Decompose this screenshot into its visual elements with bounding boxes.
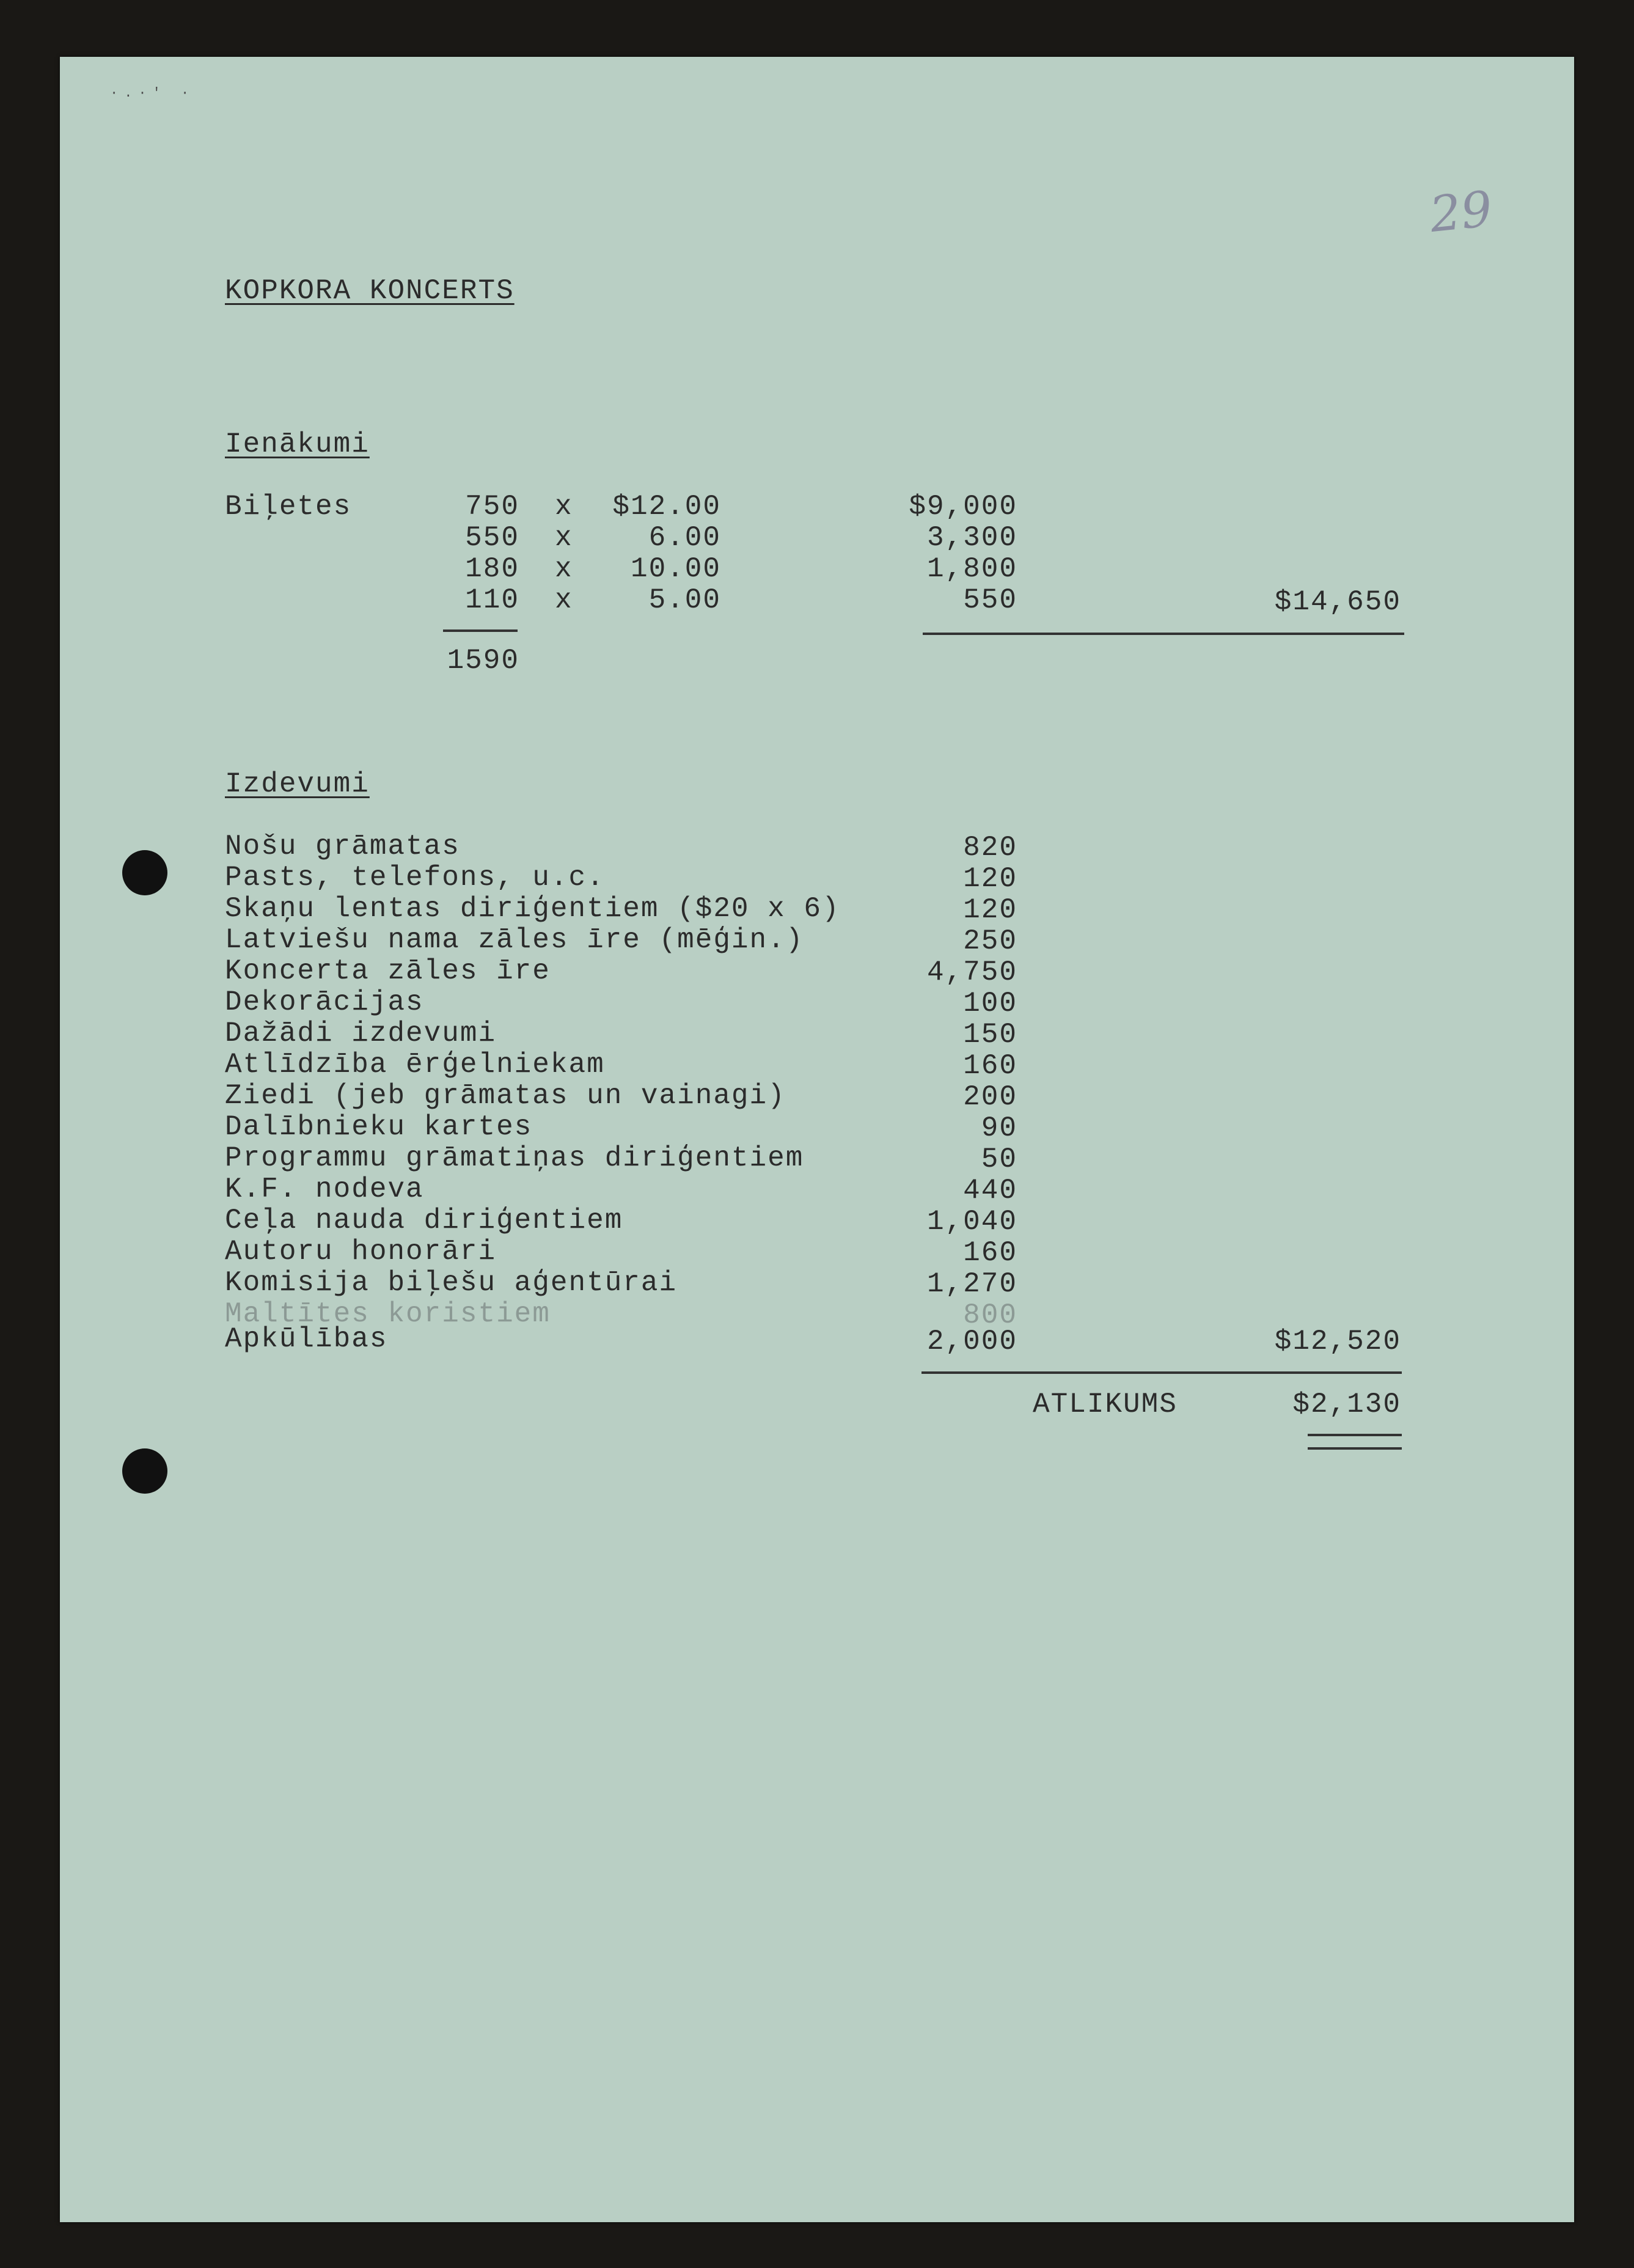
expense-amount: 120: [963, 894, 1017, 926]
expense-amount: 800: [963, 1299, 1017, 1331]
expense-amount: 160: [963, 1050, 1017, 1082]
expense-label: Dekorācijas: [225, 986, 424, 1018]
income-price: 10.00: [630, 553, 721, 585]
expense-label: Ceļa nauda diriģentiem: [225, 1205, 623, 1236]
balance-label: ATLIKUMS: [1033, 1389, 1178, 1420]
expense-label: Programmu grāmatiņas diriģentiem: [225, 1142, 804, 1174]
expense-label: Dalībnieku kartes: [225, 1111, 533, 1143]
income-total: $14,650: [1274, 586, 1401, 618]
expenses-heading: Izdevumi: [225, 768, 370, 800]
page-number: 29: [1427, 180, 1495, 244]
tickets-label: Biļetes: [225, 491, 352, 523]
expense-amount: 100: [963, 988, 1017, 1019]
ink-specks: ·.·' ·: [110, 86, 196, 101]
income-qty: 110: [465, 584, 519, 616]
punch-hole: [122, 1448, 167, 1494]
expense-amount: 1,040: [926, 1206, 1017, 1238]
income-x: x: [555, 491, 573, 523]
income-total-rule: [923, 633, 1404, 635]
expense-amount: 4,750: [926, 956, 1017, 988]
punch-hole: [122, 850, 167, 895]
income-x: x: [555, 522, 573, 554]
income-amount: $9,000: [909, 491, 1017, 523]
expense-amount: 160: [963, 1237, 1017, 1269]
expense-label: Ziedi (jeb grāmatas un vainagi): [225, 1080, 786, 1112]
expense-label: Komisija biļešu aģentūrai: [225, 1267, 678, 1299]
expense-label: Skaņu lentas diriģentiem ($20 x 6): [225, 893, 840, 925]
income-qty: 180: [465, 553, 519, 585]
balance-double-rule-bottom: [1308, 1447, 1402, 1450]
expense-label: Nošu grāmatas: [225, 831, 460, 862]
expense-label: Dažādi izdevumi: [225, 1018, 497, 1049]
income-x: x: [555, 553, 573, 585]
balance-double-rule-top: [1308, 1434, 1402, 1436]
income-price: 5.00: [648, 584, 721, 616]
expense-amount: 820: [963, 832, 1017, 864]
expense-amount: 200: [963, 1081, 1017, 1113]
income-price: $12.00: [612, 491, 721, 523]
expense-label: Koncerta zāles īre: [225, 955, 551, 987]
expense-amount: 2,000: [926, 1326, 1017, 1357]
income-amount: 1,800: [926, 553, 1017, 585]
expense-label: Autoru honorāri: [225, 1236, 497, 1268]
expense-label: Latviešu nama zāles īre (mēģin.): [225, 924, 804, 956]
qty-total-rule: [443, 629, 518, 632]
expense-amount: 90: [981, 1112, 1017, 1144]
expense-amount: 440: [963, 1175, 1017, 1206]
expenses-total: $12,520: [1274, 1326, 1401, 1357]
income-heading: Ienākumi: [225, 428, 370, 460]
income-price: 6.00: [648, 522, 721, 554]
expenses-total-rule: [921, 1371, 1402, 1374]
expense-label: Pasts, telefons, u.c.: [225, 862, 605, 894]
income-qty: 750: [465, 491, 519, 523]
expense-amount: 150: [963, 1019, 1017, 1051]
qty-total: 1590: [447, 645, 519, 677]
expense-amount: 250: [963, 925, 1017, 957]
expense-label: K.F. nodeva: [225, 1173, 424, 1205]
income-amount: 550: [963, 584, 1017, 616]
income-amount: 3,300: [926, 522, 1017, 554]
expense-amount: 1,270: [926, 1268, 1017, 1300]
expense-label: Maltītes koristiem: [225, 1298, 551, 1330]
expense-amount: 50: [981, 1143, 1017, 1175]
income-qty: 550: [465, 522, 519, 554]
expense-amount: 120: [963, 863, 1017, 895]
balance-amount: $2,130: [1292, 1389, 1401, 1420]
expense-label: Atlīdzība ērģelniekam: [225, 1049, 605, 1081]
document-title: KOPKORA KONCERTS: [225, 275, 515, 307]
expense-label: Apkūlības: [225, 1323, 388, 1355]
income-x: x: [555, 584, 573, 616]
